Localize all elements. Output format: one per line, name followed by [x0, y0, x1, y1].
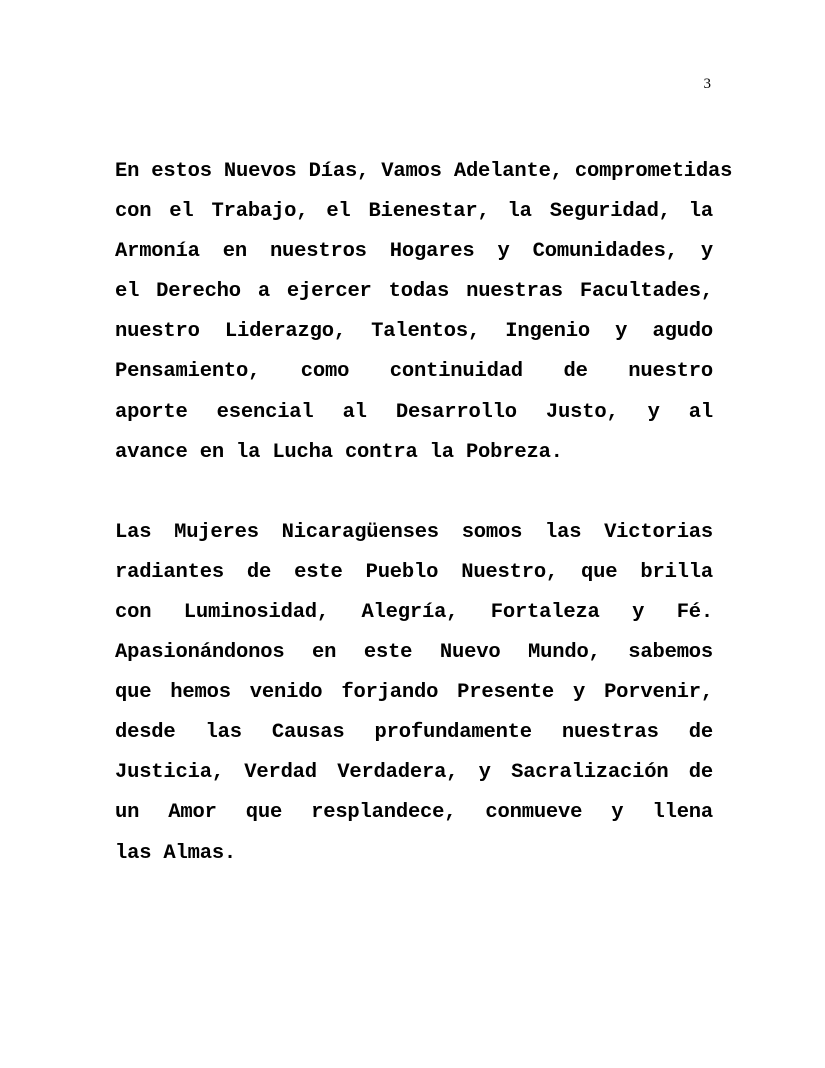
text-line: las Almas.	[115, 841, 237, 865]
text-line: radiantes de este Pueblo Nuestro, que brilla	[115, 560, 713, 584]
text-line: con Luminosidad, Alegría, Fortaleza y Fé.	[115, 600, 713, 624]
text-line: el Derecho a ejercer todas nuestras Facultades,	[115, 280, 713, 304]
page-number: 3	[703, 76, 711, 92]
document-body	[115, 152, 733, 874]
text-line: un Amor que resplandece, conmueve y llena	[115, 801, 713, 825]
text-line: Pensamiento, como continuidad de nuestro	[115, 360, 713, 384]
text-line: nuestro Liderazgo, Talentos, Ingenio y agudo	[115, 320, 713, 344]
text-line: que hemos venido forjando Presente y Porvenir,	[115, 681, 713, 705]
text-line: con el Trabajo, el Bienestar, la Seguridad, la	[115, 200, 713, 224]
text-line: Las Mujeres Nicaragüenses somos las Victorias	[115, 520, 713, 544]
paragraph-1	[115, 152, 733, 473]
text-line: aporte esencial al Desarrollo Justo, y al	[115, 400, 713, 424]
text-line: En estos Nuevos Días, Vamos Adelante, comprometidas	[115, 160, 733, 183]
text-line: desde las Causas profundamente nuestras de	[115, 721, 713, 745]
paragraph-2	[115, 513, 713, 874]
text-line: avance en la Lucha contra la Pobreza.	[115, 440, 563, 464]
text-line: Apasionándonos en este Nuevo Mundo, sabemos	[115, 641, 713, 665]
text-line: Justicia, Verdad Verdadera, y Sacralización de	[115, 761, 713, 785]
text-line: Armonía en nuestros Hogares y Comunidades, y	[115, 240, 713, 264]
